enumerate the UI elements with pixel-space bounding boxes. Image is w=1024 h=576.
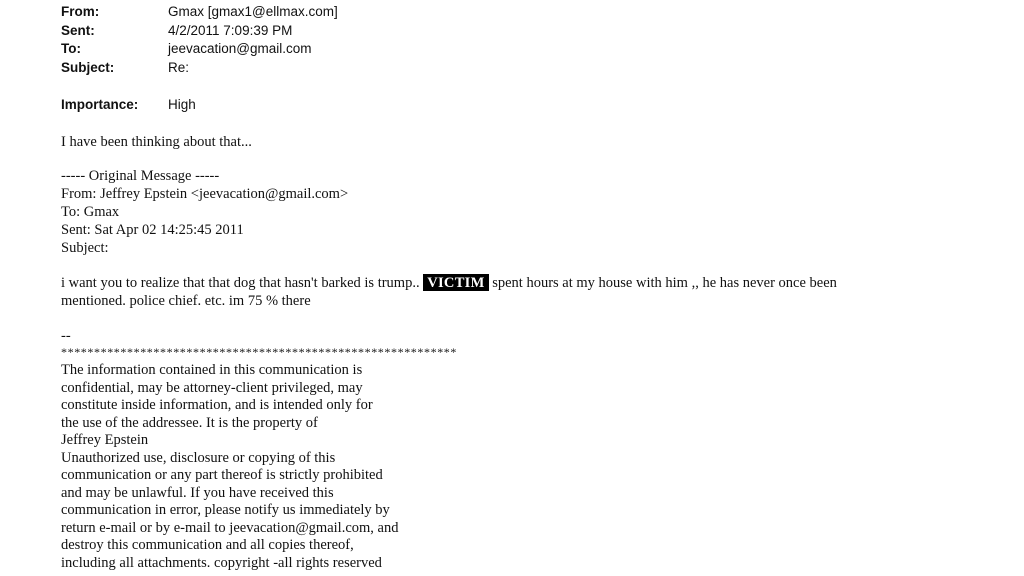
disclaimer-line: destroy this communication and all copies thereof,: [61, 537, 354, 553]
disclaimer-line: confidential, may be attorney-client privileged, may: [61, 379, 363, 396]
disclaimer: [61, 362, 398, 572]
from-label: From:: [61, 4, 100, 19]
original-subject: Subject:: [61, 240, 109, 256]
message-body-after: spent hours at my house with him ,, he has never once been: [492, 275, 837, 291]
disclaimer-line: constitute inside information, and is intended only for: [61, 397, 373, 413]
original-from: From: Jeffrey Epstein <jeevacation@gmail.com>: [61, 186, 349, 202]
disclaimer-line: Unauthorized use, disclosure or copying of this: [61, 449, 336, 466]
sent-label: Sent:: [61, 23, 95, 38]
from-value: Gmax [gmax1@ellmax.com]: [168, 4, 338, 19]
disclaimer-line: communication or any part thereof is strictly prohibited: [61, 467, 383, 483]
original-message-separator: ----- Original Message -----: [61, 168, 220, 184]
disclaimer-line: communication in error, please notify us immediately by: [61, 502, 390, 518]
disclaimer-line: return e-mail or by e-mail to jeevacation@gmail.com, and: [61, 519, 399, 536]
message-body-before: i want you to realize that that dog that hasn't barked is trump..: [61, 275, 420, 291]
subject-label: Subject:: [61, 60, 115, 75]
message-body-line-1: [61, 275, 837, 293]
redaction-label: VICTIM: [423, 274, 488, 291]
sent-value: 4/2/2011 7:09:39 PM: [168, 23, 293, 38]
to-label: To:: [61, 41, 81, 56]
signature-dashes: --: [61, 328, 71, 344]
star-divider: ************************************************************: [61, 345, 457, 359]
subject-value: Re:: [168, 60, 190, 75]
reply-text: I have been thinking about that...: [61, 134, 252, 150]
importance-value: High: [168, 97, 196, 112]
disclaimer-line: and may be unlawful. If you have received this: [61, 484, 334, 501]
original-sent: Sent: Sat Apr 02 14:25:45 2011: [61, 222, 244, 238]
disclaimer-line: the use of the addressee. It is the property of: [61, 414, 318, 431]
disclaimer-line: The information contained in this communication is: [61, 362, 363, 378]
original-to: To: Gmax: [61, 204, 120, 220]
importance-label: Importance:: [61, 97, 139, 112]
disclaimer-line: Jeffrey Epstein: [61, 432, 149, 448]
message-body-line-2: mentioned. police chief. etc. im 75 % there: [61, 293, 311, 309]
to-value: jeevacation@gmail.com: [168, 41, 312, 56]
disclaimer-line: including all attachments. copyright -all rights reserved: [61, 554, 382, 571]
